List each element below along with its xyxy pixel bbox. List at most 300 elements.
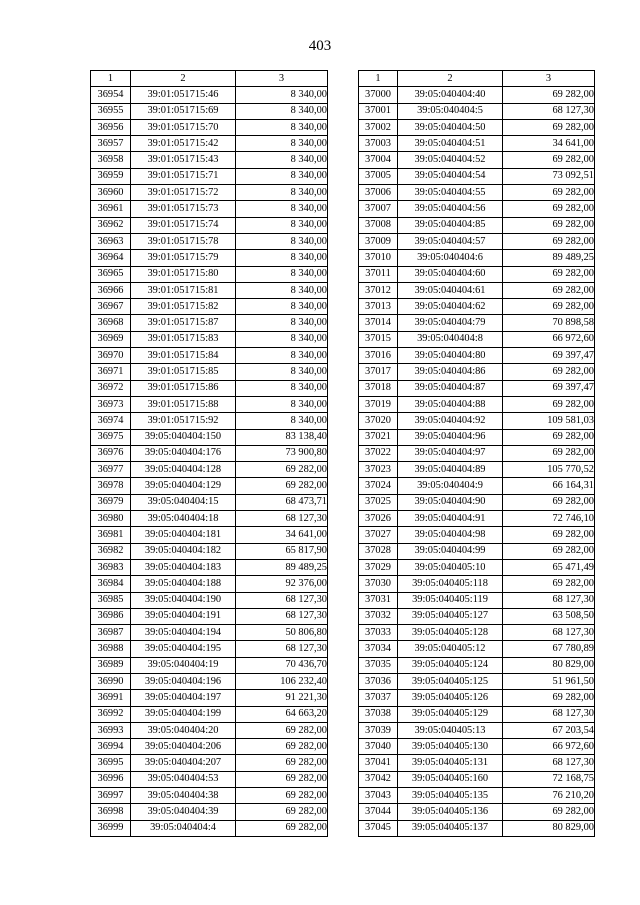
table-row <box>359 396 595 412</box>
value: 70 436,70 <box>236 657 328 673</box>
table-row <box>359 722 595 738</box>
row-number: 37035 <box>359 657 398 673</box>
table-row <box>359 478 595 494</box>
value: 69 282,00 <box>503 152 595 168</box>
cadastral-number: 39:05:040404:62 <box>398 299 503 315</box>
row-number: 36972 <box>91 380 131 396</box>
row-number: 36987 <box>91 625 131 641</box>
table-row <box>359 380 595 396</box>
row-number: 37009 <box>359 233 398 249</box>
row-number: 37021 <box>359 429 398 445</box>
row-number: 37010 <box>359 250 398 266</box>
row-number: 36981 <box>91 527 131 543</box>
row-number: 37033 <box>359 625 398 641</box>
value: 8 340,00 <box>236 348 328 364</box>
value: 8 340,00 <box>236 233 328 249</box>
value: 51 961,50 <box>503 673 595 689</box>
row-number: 36998 <box>91 804 131 820</box>
cadastral-number: 39:05:040404:98 <box>398 527 503 543</box>
row-number: 36963 <box>91 233 131 249</box>
table-row <box>359 641 595 657</box>
table-row <box>91 511 328 527</box>
cadastral-number: 39:05:040405:130 <box>398 739 503 755</box>
table-row <box>359 511 595 527</box>
row-number: 36967 <box>91 299 131 315</box>
table-row <box>91 820 328 836</box>
cadastral-number: 39:05:040405:131 <box>398 755 503 771</box>
table-row <box>91 576 328 592</box>
table-row <box>91 201 328 217</box>
table-row <box>91 266 328 282</box>
row-number: 36962 <box>91 217 131 233</box>
value: 69 282,00 <box>503 364 595 380</box>
value: 69 282,00 <box>503 429 595 445</box>
cadastral-number: 39:01:051715:71 <box>131 168 236 184</box>
row-number: 37013 <box>359 299 398 315</box>
value: 80 829,00 <box>503 820 595 836</box>
value: 63 508,50 <box>503 608 595 624</box>
table-row <box>359 185 595 201</box>
row-number: 37026 <box>359 511 398 527</box>
cadastral-number: 39:05:040405:10 <box>398 559 503 575</box>
table-row <box>91 380 328 396</box>
table-row <box>91 673 328 689</box>
value: 67 780,89 <box>503 641 595 657</box>
cadastral-number: 39:05:040404:18 <box>131 511 236 527</box>
value: 66 164,31 <box>503 478 595 494</box>
cadastral-number: 39:05:040405:136 <box>398 804 503 820</box>
value: 8 340,00 <box>236 282 328 298</box>
cadastral-number: 39:01:051715:87 <box>131 315 236 331</box>
right-table-body <box>359 87 595 837</box>
value: 8 340,00 <box>236 315 328 331</box>
table-row <box>359 445 595 461</box>
cadastral-number: 39:05:040404:150 <box>131 429 236 445</box>
cadastral-number: 39:01:051715:78 <box>131 233 236 249</box>
table-row <box>91 739 328 755</box>
table-row <box>359 527 595 543</box>
row-number: 37045 <box>359 820 398 836</box>
table-row <box>91 706 328 722</box>
cadastral-number: 39:05:040404:38 <box>131 788 236 804</box>
table-row <box>91 690 328 706</box>
value: 34 641,00 <box>236 527 328 543</box>
value: 8 340,00 <box>236 266 328 282</box>
row-number: 36957 <box>91 136 131 152</box>
row-number: 37018 <box>359 380 398 396</box>
row-number: 36996 <box>91 771 131 787</box>
table-row <box>91 592 328 608</box>
table-row <box>91 478 328 494</box>
value: 69 282,00 <box>236 478 328 494</box>
cadastral-number: 39:05:040404:190 <box>131 592 236 608</box>
table-row <box>91 722 328 738</box>
cadastral-number: 39:05:040404:85 <box>398 217 503 233</box>
value: 64 663,20 <box>236 706 328 722</box>
row-number: 36971 <box>91 364 131 380</box>
row-number: 36985 <box>91 592 131 608</box>
value: 105 770,52 <box>503 462 595 478</box>
cadastral-number: 39:05:040404:188 <box>131 576 236 592</box>
row-number: 37015 <box>359 331 398 347</box>
table-row <box>91 445 328 461</box>
cadastral-number: 39:05:040404:197 <box>131 690 236 706</box>
table-row <box>91 788 328 804</box>
cadastral-number: 39:01:051715:79 <box>131 250 236 266</box>
row-number: 36989 <box>91 657 131 673</box>
table-row <box>359 625 595 641</box>
cadastral-number: 39:05:040404:92 <box>398 413 503 429</box>
table-row <box>91 771 328 787</box>
cadastral-number: 39:05:040404:182 <box>131 543 236 559</box>
cadastral-number: 39:05:040404:206 <box>131 739 236 755</box>
table-row <box>359 413 595 429</box>
cadastral-number: 39:01:051715:46 <box>131 87 236 103</box>
row-number: 37017 <box>359 364 398 380</box>
value: 80 829,00 <box>503 657 595 673</box>
value: 70 898,58 <box>503 315 595 331</box>
cadastral-number: 39:01:051715:92 <box>131 413 236 429</box>
value: 34 641,00 <box>503 136 595 152</box>
table-row <box>359 217 595 233</box>
table-row <box>359 429 595 445</box>
table-row <box>359 543 595 559</box>
value: 69 282,00 <box>503 119 595 135</box>
value: 69 282,00 <box>236 771 328 787</box>
table-row <box>359 201 595 217</box>
row-number: 37031 <box>359 592 398 608</box>
cadastral-number: 39:01:051715:84 <box>131 348 236 364</box>
cadastral-number: 39:05:040404:57 <box>398 233 503 249</box>
value: 91 221,30 <box>236 690 328 706</box>
table-row <box>91 429 328 445</box>
cadastral-number: 39:01:051715:86 <box>131 380 236 396</box>
table-row <box>359 168 595 184</box>
value: 69 282,00 <box>503 299 595 315</box>
row-number: 37019 <box>359 396 398 412</box>
row-number: 37044 <box>359 804 398 820</box>
value: 68 127,30 <box>503 592 595 608</box>
cadastral-number: 39:05:040404:61 <box>398 282 503 298</box>
cadastral-number: 39:01:051715:80 <box>131 266 236 282</box>
table-row <box>359 152 595 168</box>
value: 69 282,00 <box>503 804 595 820</box>
table-row <box>359 559 595 575</box>
table-row <box>91 282 328 298</box>
column-header-3: 3 <box>503 71 595 87</box>
value: 69 282,00 <box>236 788 328 804</box>
row-number: 36984 <box>91 576 131 592</box>
row-number: 36979 <box>91 494 131 510</box>
value: 8 340,00 <box>236 250 328 266</box>
row-number: 37005 <box>359 168 398 184</box>
value: 69 282,00 <box>503 282 595 298</box>
cadastral-number: 39:05:040404:20 <box>131 722 236 738</box>
row-number: 37040 <box>359 739 398 755</box>
cadastral-number: 39:05:040405:119 <box>398 592 503 608</box>
table-row <box>359 706 595 722</box>
left-table-body <box>91 87 328 837</box>
row-number: 36978 <box>91 478 131 494</box>
cadastral-number: 39:05:040405:127 <box>398 608 503 624</box>
value: 8 340,00 <box>236 413 328 429</box>
value: 8 340,00 <box>236 299 328 315</box>
cadastral-number: 39:05:040404:8 <box>398 331 503 347</box>
row-number: 36976 <box>91 445 131 461</box>
cadastral-number: 39:05:040404:56 <box>398 201 503 217</box>
row-number: 36964 <box>91 250 131 266</box>
value: 76 210,20 <box>503 788 595 804</box>
row-number: 37034 <box>359 641 398 657</box>
value: 109 581,03 <box>503 413 595 429</box>
cadastral-number: 39:05:040405:160 <box>398 771 503 787</box>
left-table <box>90 70 328 837</box>
table-row <box>91 559 328 575</box>
row-number: 36986 <box>91 608 131 624</box>
table-row <box>91 185 328 201</box>
table-row <box>359 494 595 510</box>
value: 69 282,00 <box>503 527 595 543</box>
value: 69 282,00 <box>503 576 595 592</box>
value: 69 282,00 <box>503 87 595 103</box>
table-row <box>359 299 595 315</box>
row-number: 36999 <box>91 820 131 836</box>
cadastral-number: 39:01:051715:69 <box>131 103 236 119</box>
table-row <box>359 592 595 608</box>
table-row <box>359 673 595 689</box>
value: 68 127,30 <box>236 608 328 624</box>
value: 8 340,00 <box>236 152 328 168</box>
table-row <box>91 364 328 380</box>
table-row <box>359 103 595 119</box>
value: 68 127,30 <box>236 511 328 527</box>
table-row <box>359 820 595 836</box>
row-number: 36970 <box>91 348 131 364</box>
row-number: 37014 <box>359 315 398 331</box>
table-row <box>91 494 328 510</box>
value: 69 282,00 <box>236 820 328 836</box>
value: 68 127,30 <box>503 706 595 722</box>
value: 69 282,00 <box>503 494 595 510</box>
header-row <box>359 71 595 87</box>
value: 69 282,00 <box>503 445 595 461</box>
cadastral-number: 39:05:040404:39 <box>131 804 236 820</box>
cadastral-number: 39:05:040404:196 <box>131 673 236 689</box>
cadastral-number: 39:01:051715:85 <box>131 364 236 380</box>
table-row <box>359 576 595 592</box>
value: 69 282,00 <box>503 233 595 249</box>
value: 69 282,00 <box>503 217 595 233</box>
table-row <box>359 266 595 282</box>
row-number: 37037 <box>359 690 398 706</box>
cadastral-number: 39:05:040404:51 <box>398 136 503 152</box>
cadastral-number: 39:05:040405:129 <box>398 706 503 722</box>
row-number: 37030 <box>359 576 398 592</box>
cadastral-number: 39:05:040404:54 <box>398 168 503 184</box>
table-row <box>359 119 595 135</box>
value: 69 282,00 <box>503 185 595 201</box>
cadastral-number: 39:05:040405:125 <box>398 673 503 689</box>
table-row <box>359 771 595 787</box>
value: 69 397,47 <box>503 348 595 364</box>
column-header-2: 2 <box>131 71 236 87</box>
cadastral-number: 39:05:040404:52 <box>398 152 503 168</box>
table-row <box>91 657 328 673</box>
cadastral-number: 39:05:040404:87 <box>398 380 503 396</box>
row-number: 36990 <box>91 673 131 689</box>
table-row <box>91 331 328 347</box>
value: 50 806,80 <box>236 625 328 641</box>
cadastral-number: 39:05:040404:4 <box>131 820 236 836</box>
value: 67 203,54 <box>503 722 595 738</box>
column-header-1: 1 <box>91 71 131 87</box>
value: 65 471,49 <box>503 559 595 575</box>
cadastral-number: 39:05:040404:97 <box>398 445 503 461</box>
value: 69 282,00 <box>503 201 595 217</box>
row-number: 37027 <box>359 527 398 543</box>
column-header-3: 3 <box>236 71 328 87</box>
row-number: 37006 <box>359 185 398 201</box>
cadastral-number: 39:05:040404:80 <box>398 348 503 364</box>
value: 89 489,25 <box>236 559 328 575</box>
cadastral-number: 39:05:040405:124 <box>398 657 503 673</box>
row-number: 37000 <box>359 87 398 103</box>
cadastral-number: 39:01:051715:72 <box>131 185 236 201</box>
cadastral-number: 39:05:040405:137 <box>398 820 503 836</box>
row-number: 37043 <box>359 788 398 804</box>
value: 68 127,30 <box>503 625 595 641</box>
table-row <box>359 462 595 478</box>
table-row <box>91 103 328 119</box>
row-number: 37042 <box>359 771 398 787</box>
table-row <box>91 527 328 543</box>
cadastral-number: 39:05:040404:96 <box>398 429 503 445</box>
cadastral-number: 39:05:040404:9 <box>398 478 503 494</box>
row-number: 37023 <box>359 462 398 478</box>
row-number: 37004 <box>359 152 398 168</box>
value: 8 340,00 <box>236 185 328 201</box>
value: 65 817,90 <box>236 543 328 559</box>
table-row <box>91 119 328 135</box>
value: 68 127,30 <box>503 103 595 119</box>
cadastral-number: 39:05:040404:181 <box>131 527 236 543</box>
cadastral-number: 39:05:040404:88 <box>398 396 503 412</box>
column-header-2: 2 <box>398 71 503 87</box>
row-number: 36988 <box>91 641 131 657</box>
row-number: 36991 <box>91 690 131 706</box>
row-number: 36958 <box>91 152 131 168</box>
table-row <box>359 250 595 266</box>
row-number: 37038 <box>359 706 398 722</box>
row-number: 36977 <box>91 462 131 478</box>
row-number: 36992 <box>91 706 131 722</box>
cadastral-number: 39:05:040404:40 <box>398 87 503 103</box>
row-number: 36994 <box>91 739 131 755</box>
row-number: 36993 <box>91 722 131 738</box>
value: 66 972,60 <box>503 331 595 347</box>
row-number: 37016 <box>359 348 398 364</box>
table-row <box>91 217 328 233</box>
cadastral-number: 39:05:040404:50 <box>398 119 503 135</box>
value: 68 127,30 <box>236 592 328 608</box>
cadastral-number: 39:05:040404:128 <box>131 462 236 478</box>
row-number: 36997 <box>91 788 131 804</box>
cadastral-number: 39:05:040404:195 <box>131 641 236 657</box>
row-number: 37001 <box>359 103 398 119</box>
table-row <box>91 233 328 249</box>
table-row <box>91 804 328 820</box>
row-number: 36965 <box>91 266 131 282</box>
table-row <box>359 331 595 347</box>
table-row <box>359 348 595 364</box>
row-number: 36961 <box>91 201 131 217</box>
cadastral-number: 39:05:040404:191 <box>131 608 236 624</box>
cadastral-number: 39:05:040404:6 <box>398 250 503 266</box>
value: 8 340,00 <box>236 217 328 233</box>
value: 8 340,00 <box>236 380 328 396</box>
cadastral-number: 39:05:040404:176 <box>131 445 236 461</box>
value: 8 340,00 <box>236 331 328 347</box>
table-row <box>359 755 595 771</box>
row-number: 36982 <box>91 543 131 559</box>
row-number: 36974 <box>91 413 131 429</box>
cadastral-number: 39:05:040404:19 <box>131 657 236 673</box>
cadastral-number: 39:05:040405:126 <box>398 690 503 706</box>
row-number: 37022 <box>359 445 398 461</box>
value: 69 282,00 <box>236 462 328 478</box>
cadastral-number: 39:01:051715:81 <box>131 282 236 298</box>
row-number: 37002 <box>359 119 398 135</box>
row-number: 36980 <box>91 511 131 527</box>
value: 72 168,75 <box>503 771 595 787</box>
cadastral-number: 39:05:040404:15 <box>131 494 236 510</box>
value: 8 340,00 <box>236 201 328 217</box>
value: 68 127,30 <box>503 755 595 771</box>
row-number: 37032 <box>359 608 398 624</box>
row-number: 37003 <box>359 136 398 152</box>
table-row <box>359 315 595 331</box>
value: 8 340,00 <box>236 168 328 184</box>
row-number: 36959 <box>91 168 131 184</box>
value: 68 473,71 <box>236 494 328 510</box>
cadastral-number: 39:05:040404:53 <box>131 771 236 787</box>
cadastral-number: 39:05:040405:128 <box>398 625 503 641</box>
value: 69 397,47 <box>503 380 595 396</box>
value: 69 282,00 <box>236 739 328 755</box>
table-row <box>91 168 328 184</box>
row-number: 36956 <box>91 119 131 135</box>
value: 69 282,00 <box>503 396 595 412</box>
value: 73 900,80 <box>236 445 328 461</box>
cadastral-number: 39:05:040404:199 <box>131 706 236 722</box>
value: 106 232,40 <box>236 673 328 689</box>
row-number: 37020 <box>359 413 398 429</box>
table-row <box>91 315 328 331</box>
row-number: 37024 <box>359 478 398 494</box>
row-number: 36960 <box>91 185 131 201</box>
table-row <box>91 413 328 429</box>
table-row <box>91 348 328 364</box>
row-number: 37036 <box>359 673 398 689</box>
header-row <box>91 71 328 87</box>
table-row <box>91 462 328 478</box>
cadastral-number: 39:05:040404:86 <box>398 364 503 380</box>
table-row <box>359 233 595 249</box>
value: 69 282,00 <box>503 690 595 706</box>
cadastral-number: 39:05:040404:79 <box>398 315 503 331</box>
cadastral-number: 39:01:051715:74 <box>131 217 236 233</box>
row-number: 36969 <box>91 331 131 347</box>
